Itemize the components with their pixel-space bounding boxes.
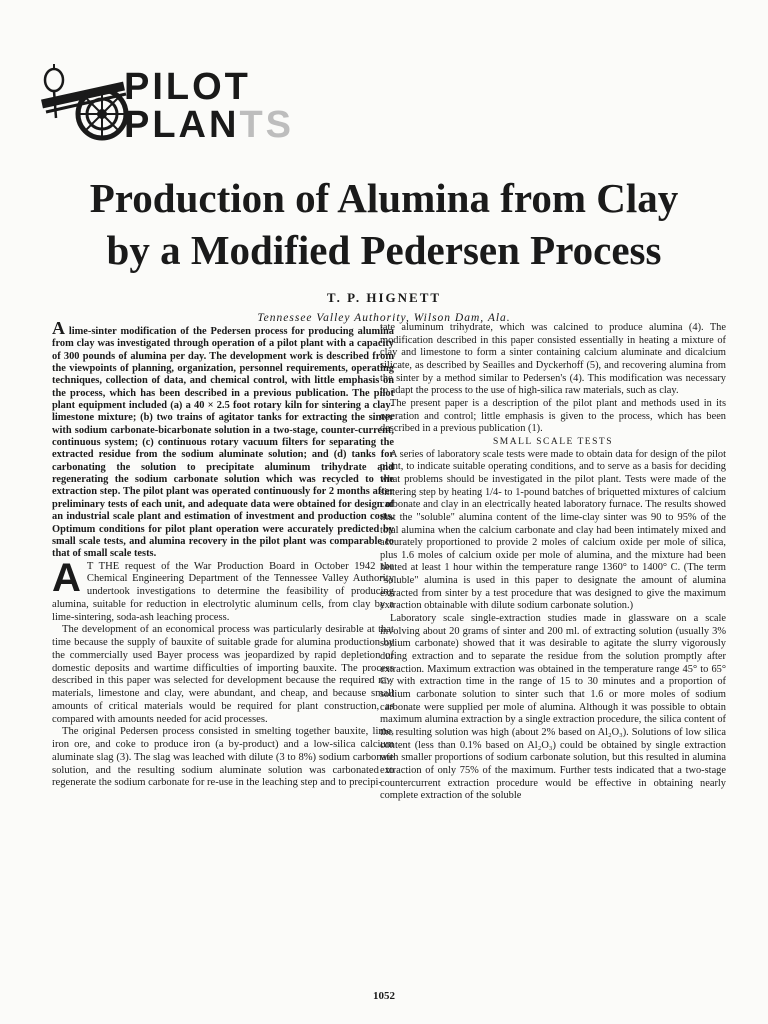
wordmark-dark: PILOT PLAN — [124, 66, 251, 146]
right-column — [380, 322, 726, 803]
body-paragraph-2: The development of an economical process was particularly desirable at that time because the supply of bauxite of suitable grade for alumina production by the commercially used Bayer process was jeopardized by rapid depletion of domestic deposits and wartime difficulties of importing bauxite. The process described in this paper was selected for development because the required raw materials, limestone and clay, were abundant, and cheap, and because small amounts of critical materials would be required for plant construction, as compared with amounts needed for acid processes. — [52, 624, 394, 725]
body-paragraph-3: The original Pedersen process consisted in smelting together bauxite, lime, iron ore, and coke to produce iron (a by-product) and a low-silica calcium aluminate slag (3). The slag was leached with dilute (3 to 8%) sodium carbonate solution, and the resulting sodium aluminate solution was carbonated to regenerate the sodium carbonate for re-use in the leaching step and to precipi- — [52, 726, 394, 789]
page-number: 1052 — [373, 990, 395, 1002]
intro-text: T THE request of the War Production Board in October 1942 the Chemical Engineering Department of the Tennessee Valley Authority undertook investigations to determine the feasibility of producing alumina, suitable for reduction in electrolytic aluminum cells, from clay by a lime-sintering, soda-ash leaching process. — [52, 560, 394, 623]
section-heading: SMALL SCALE TESTS — [493, 436, 613, 447]
abstract-text: lime-sinter modification of the Pedersen process for producing alumina from clay was investigated through operation of a pilot plant with a capacity of 300 pounds of alumina per day. The development work is described from the viewpoints of planning, organization, personnel requirements, operating techniques, collection of data, and chemical control, with little emphasis on the process, which has been described in a previous publication. The pilot plant equipment included (a) a 40 × 2.5 foot rotary kiln for sintering a clay-limestone mixture; (b) two trains of agitator tanks for extracting the sinter with sodium carbonate-bicarbonate solution in a two-stage, counter-current, continuous system; (c) continuous rotary vacuum filters for separating the extracted residue from the sodium aluminate solution; and (d) tanks for carbonating the solution to precipitate aluminum trihydrate and regenerating the sodium carbonate solution which was recycled to the extraction step. The pilot plant was operated continuously for 2 months after preliminary tests of each unit, and adequate data were obtained for design of an industrial scale plant and estimation of investment and production costs. Optimum conditions for pilot plant operation were accurately predicted by small scale tests, and alumina recovery in the pilot plant was comparable to that of small scale tests. — [52, 326, 394, 560]
drop-cap: A — [52, 555, 81, 600]
left-column — [52, 318, 394, 790]
pilot-plants-logo — [36, 60, 356, 146]
wordmark-light: TS — [239, 104, 295, 146]
pilot-plants-wordmark — [124, 68, 356, 144]
title-line-2: by a Modified Pedersen Process — [106, 227, 662, 273]
abstract — [52, 318, 394, 561]
author-affiliation: Tennessee Valley Authority, Wilson Dam, Ala. — [257, 312, 511, 324]
right-paragraph-2: The present paper is a description of the pilot plant and methods used in its operation and control; little emphasis is given to the process, which has been described in a previous publication (1). — [380, 397, 726, 435]
title-line-1: Production of Alumina from Clay — [89, 175, 679, 221]
author-name: T. P. HIGNETT — [326, 290, 442, 305]
pilot-plant-emblem-icon — [36, 60, 136, 146]
right-paragraph-4: Laboratory scale single-extraction studies made in glassware on a scale involving about 20 grams of sinter and 200 ml. of extracting solution (usually 3% sodium carbonate) showed that it was desirable to agitate the slurry vigorously during extraction and to separate the residue from the solution promptly after extraction. Maximum extraction was obtained in the temperature range 45° to 65° C., with extraction time in the range of 15 to 30 minutes and a proportion of sodium carbonate solution to sinter such that 1.6 or more moles of sodium carbonate were supplied per mole of alumina. Although it was possible to obtain maximum alumina extraction by a single extraction procedure, the silica content of the resulting solution was high (about 2% based on Al₂O₃). Solutions of low silica content (less than 0.1% based on Al₂O₃) could be obtained by single extraction with smaller proportions of sodium carbonate solution, but this resulted in alumina extraction of only 75% of the maximum. Further tests indicated that a two-stage countercurrent extraction procedure would be effective in obtaining nearly complete extraction of the soluble — [380, 613, 726, 802]
right-paragraph-1: tate aluminum trihydrate, which was calcined to produce alumina (4). The modification described in this paper consisted essentially in heating a mixture of clay and limestone to form a sinter containing calcium aluminate and dicalcium silicate, as described by Seailles and Dyckerhoff (5), and recovering alumina from the sinter by a method similar to Pedersen's (4). This modification was necessary to adapt the process to the use of high-silica raw materials, such as clay. — [380, 322, 726, 397]
article-title — [60, 172, 708, 276]
abstract-initial: A — [52, 318, 65, 338]
intro-paragraph — [52, 555, 394, 625]
right-paragraph-3: A series of laboratory scale tests were made to obtain data for design of the pilot plant, to indicate suitable operating conditions, and to serve as a basis for deciding what problems should be investigated in the pilot plant. Tests were made of the sintering step by heating 1/4- to 1-pound batches of briquetted mixtures of calcium carbonate and clay in an electrically heated laboratory furnace. The results showed that the "soluble" alumina content of the lime-clay sinter was 90 to 95% of the total alumina when the calcium carbonate and clay had been intimately mixed and accurately proportioned to provide 2 moles of calcium oxide per mole of silica, plus 1.6 moles of calcium oxide per mole of alumina, and the mixture had been heated at least 1 hour within the temperature range 1360° to 1400° C. (The term "soluble" alumina is used in this paper to designate the amount of alumina extracted from sinter by a test procedure that was designed to give the maximum extraction obtainable with dilute sodium carbonate solution.) — [380, 448, 726, 612]
